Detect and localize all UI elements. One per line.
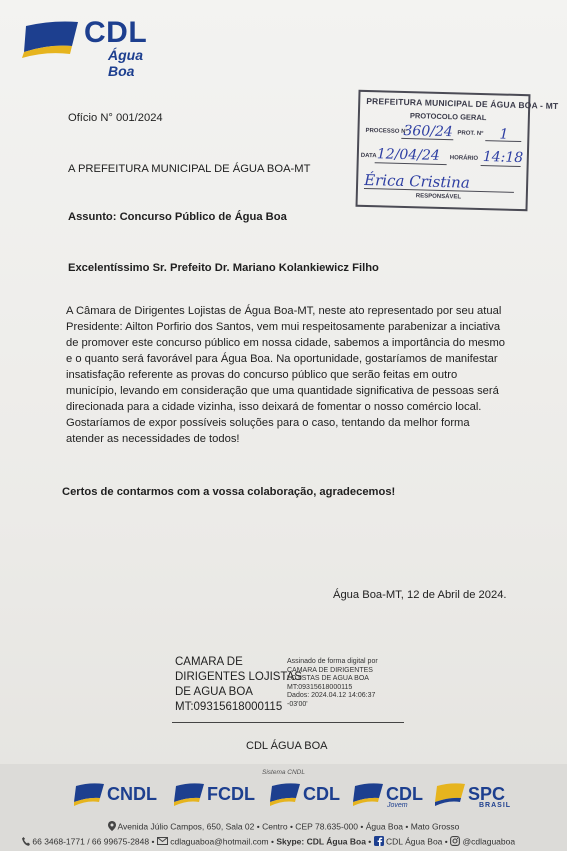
signature-detail-line: MT:09315618000115 [287,683,353,691]
footer-logo-name: FCDL [207,784,255,804]
signature-detail-line: Dados: 2024.04.12 14:06:37 [287,692,376,699]
body-line: município, levando em consideração que uma quantidade significativa de pessoas será [66,385,499,397]
signer-name: CDL ÁGUA BOA [246,740,328,752]
signature-org-line: MT:09315618000115 [175,701,283,713]
stamp-subtitle: PROTOCOLO GERAL [409,111,487,123]
stamp-title: PREFEITURA MUNICIPAL DE ÁGUA BOA - MT [366,95,559,112]
signature-detail-line: Assinado de forma digital por [287,658,378,665]
spc-logo-icon [435,782,467,806]
footer-logo-name: SPC [468,784,506,804]
stamp-processo-label: PROCESSO Nº [365,127,408,136]
signature-line [172,722,404,723]
body-line: de promover este concurso público em nossa cidade, sabemos a importância do mesmo [66,337,506,349]
stamp-processo-value: 360/24 [403,122,453,141]
stamp-signature: Érica Cristina [363,170,471,192]
footer-logo-cndl [74,780,164,810]
salutation: Excelentíssimo Sr. Prefeito Dr. Mariano Kolankiewicz Filho [68,262,379,274]
cdl-logo [22,16,162,79]
stamp-horario-label: HORÁRIO [449,155,479,162]
footer-logo-name: CNDL [107,784,157,804]
footer-logo-cdl-jovem [353,780,433,810]
cdl-logo-icon [270,782,302,806]
skype-text: Skype: CDL Água Boa • [276,836,372,847]
signature-details [287,658,378,709]
cdl-logo-mark-icon [22,18,82,58]
footer-logo-spc [435,780,515,810]
stamp-responsavel-label: RESPONSÁVEL [415,193,462,201]
footer-logo-name: CDL [386,784,423,804]
signature-org-name [175,655,302,715]
fcdl-logo-icon [174,782,206,806]
stamp-prot-value: 1 [499,126,509,143]
body-line: atender as necessidades de todos! [66,433,240,445]
body-line: Presidente: Ailton Porfirio dos Santos, vem mui respeitosamente parabenizar a inciativa [66,321,501,333]
email-text[interactable]: cdlaguaboa@hotmail.com • [170,836,274,847]
logo-brand: CDL [84,16,148,49]
cdl-jovem-logo-icon [353,782,385,806]
facebook-text: CDL Água Boa • [386,836,448,847]
body-line: Gostaríamos de expor possíveis soluções para o caso, tentando da melhor forma [66,417,470,429]
subject: Assunto: Concurso Público de Água Boa [68,211,287,223]
email-icon [157,837,168,847]
protocol-stamp [355,90,559,211]
digital-signature [175,655,405,725]
instagram-icon [450,836,460,848]
closing-line: Certos de contarmos com a vossa colaboração, agradecemos! [62,486,396,498]
stamp-processo-line [401,138,453,140]
instagram-text: @cdlaguaboa [462,836,516,847]
footer-logo-name: CDL [303,784,340,804]
signature-detail-line: LOJISTAS DE AGUA BOA [287,675,369,682]
recipient: A PREFEITURA MUNICIPAL DE ÁGUA BOA-MT [68,163,311,175]
location-pin-icon [108,821,116,833]
signature-org-line: DE AGUA BOA [175,686,253,698]
address-text: Avenida Júlio Campos, 650, Sala 02 • Centro • CEP 78.635-000 • Água Boa • Mato Grosso [117,821,460,832]
footer-logo-fcdl [174,780,264,810]
signature-org-line: CAMARA DE [175,656,243,668]
footer-sistema: Sistema CNDL [262,769,305,776]
place-date: Água Boa-MT, 12 de Abril de 2024. [333,589,507,601]
phones-text: 66 3468-1771 / 66 99675-2848 • [32,836,155,847]
logo-city: Água Boa [108,47,143,79]
body-line: A Câmara de Dirigentes Lojistas de Água Boa-MT, neste ato representado por seu atual [66,305,502,317]
footer-logo-cdl [270,780,350,810]
phone-icon [22,837,30,848]
body-line: insatisfação referente as provas do concurso público que serão feitas em outro [66,369,458,381]
stamp-data-value: 12/04/24 [376,146,440,164]
stamp-prot-label: PROT. Nº [457,130,484,138]
body-line: e o quanto será favorável para Água Boa. Na oportunidade, gostaríamos de manifestar [66,353,498,365]
signature-detail-line: CAMARA DE DIRIGENTES [287,666,373,674]
body-line: direcionada para a cidade vizinha, isso deixará de fomentar o nosso comércio local. [66,401,482,413]
stamp-horario-value: 14:18 [482,149,524,167]
footer-contacts [22,836,515,848]
oficio-number: Ofício N° 001/2024 [68,112,163,124]
facebook-icon [374,836,384,848]
signature-detail-line: -03'00' [287,700,308,708]
signature-org-line: DIRIGENTES LOJISTAS [175,671,302,683]
footer-address [0,821,567,833]
stamp-data-label: DATA [360,152,377,160]
cndl-logo-icon [74,782,106,806]
footer-logo-sub: Jovem [387,802,408,809]
footer-logo-sub: BRASIL [479,802,512,809]
stamp-horario-line [481,165,521,167]
